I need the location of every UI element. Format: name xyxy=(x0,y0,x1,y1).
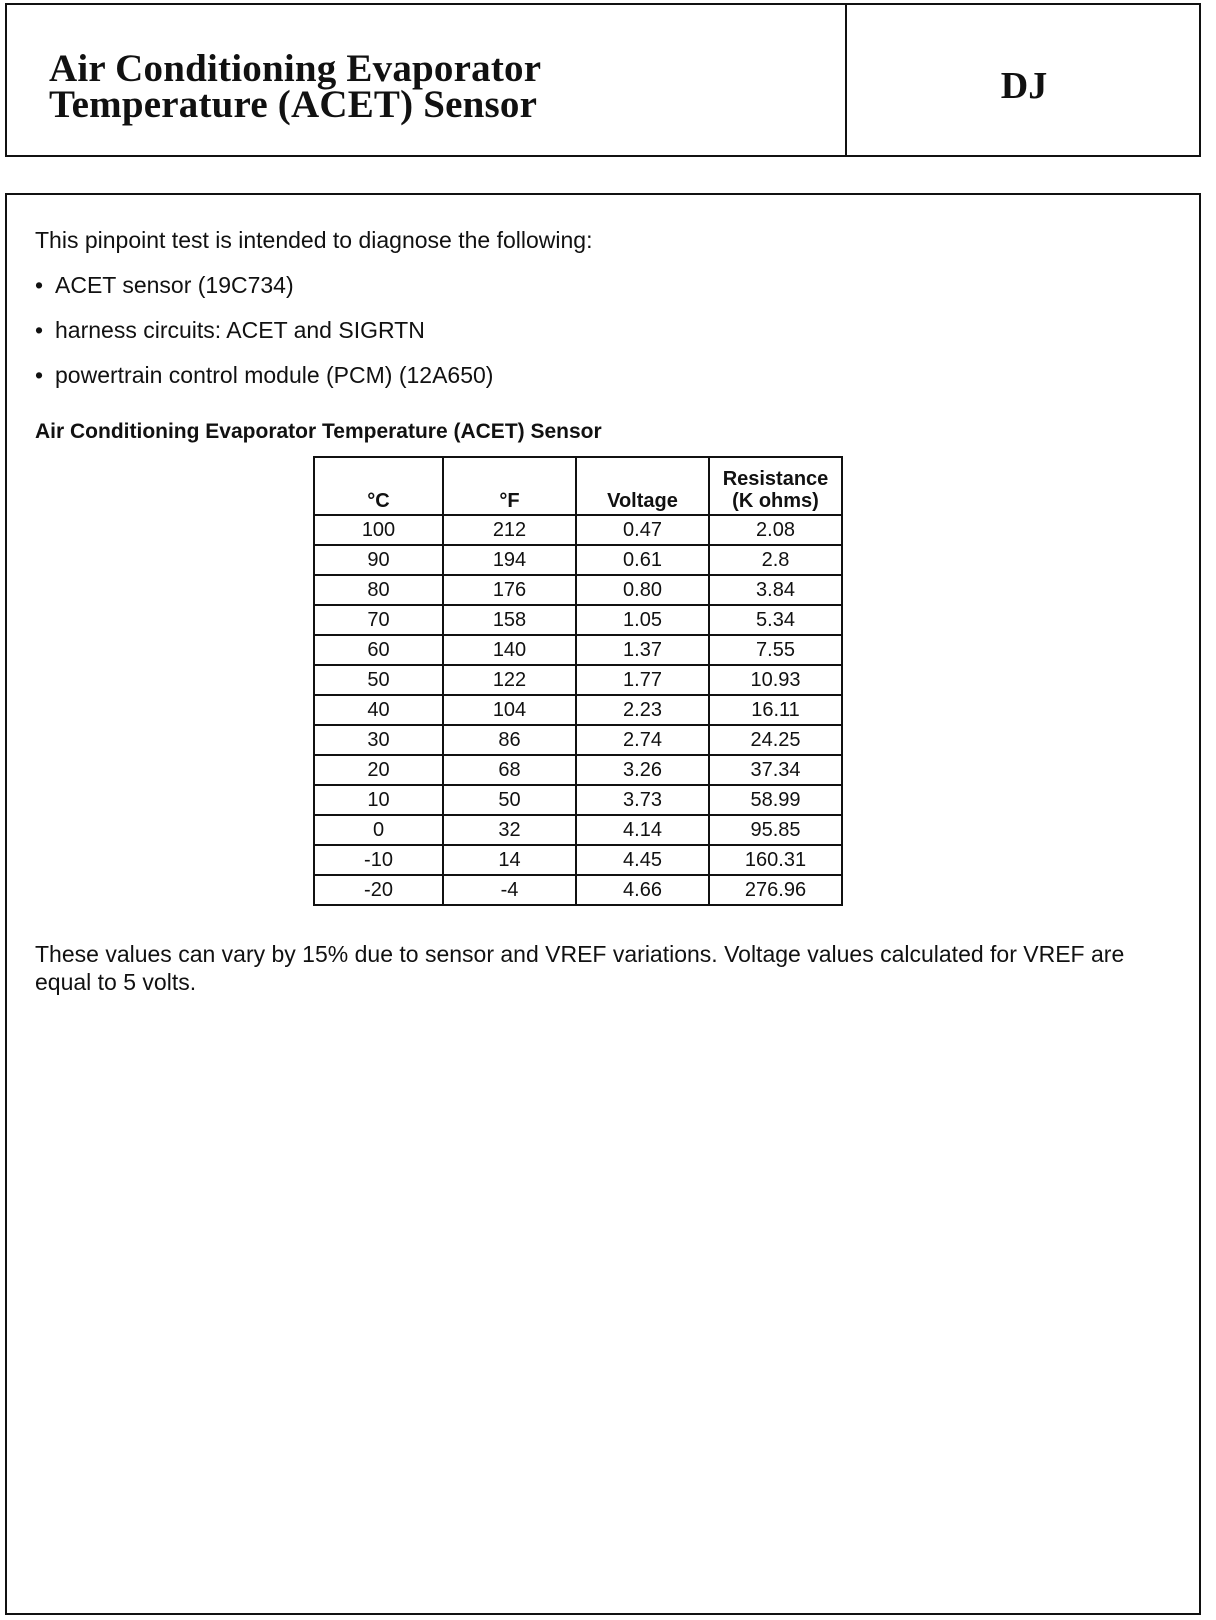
cell-celsius: 50 xyxy=(314,665,443,695)
bullet-item xyxy=(35,274,294,297)
cell-celsius: 0 xyxy=(314,815,443,845)
table-row xyxy=(314,665,842,695)
cell-resistance: 24.25 xyxy=(709,725,842,755)
table-row xyxy=(314,545,842,575)
page-header xyxy=(5,3,1201,157)
cell-voltage: 0.61 xyxy=(576,545,709,575)
cell-voltage: 2.23 xyxy=(576,695,709,725)
cell-voltage: 0.80 xyxy=(576,575,709,605)
cell-voltage: 0.47 xyxy=(576,515,709,545)
bullet-dot-icon: • xyxy=(35,362,44,388)
cell-voltage: 2.74 xyxy=(576,725,709,755)
cell-celsius: 70 xyxy=(314,605,443,635)
table-row xyxy=(314,725,842,755)
table-row xyxy=(314,635,842,665)
bullet-item xyxy=(35,364,493,387)
resistance-header-line-2: (K ohms) xyxy=(732,490,819,512)
cell-fahrenheit: 50 xyxy=(443,785,576,815)
sensor-table xyxy=(313,456,843,906)
cell-celsius: 40 xyxy=(314,695,443,725)
cell-resistance: 16.11 xyxy=(709,695,842,725)
bullet-item xyxy=(35,319,425,342)
cell-voltage: 4.66 xyxy=(576,875,709,905)
cell-voltage: 1.05 xyxy=(576,605,709,635)
table-caption: Air Conditioning Evaporator Temperature (ACET) Sensor xyxy=(35,420,602,443)
table-row xyxy=(314,515,842,545)
cell-celsius: -20 xyxy=(314,875,443,905)
cell-celsius: 10 xyxy=(314,785,443,815)
page-title-line-2: Temperature (ACET) Sensor xyxy=(49,83,538,126)
cell-fahrenheit: 122 xyxy=(443,665,576,695)
cell-celsius: 60 xyxy=(314,635,443,665)
cell-celsius: 90 xyxy=(314,545,443,575)
cell-resistance: 58.99 xyxy=(709,785,842,815)
cell-resistance: 7.55 xyxy=(709,635,842,665)
table-header-row xyxy=(314,457,842,515)
intro-text: This pinpoint test is intended to diagnose the following: xyxy=(35,227,593,253)
cell-fahrenheit: 68 xyxy=(443,755,576,785)
cell-fahrenheit: -4 xyxy=(443,875,576,905)
table-body xyxy=(314,515,842,905)
table-row xyxy=(314,695,842,725)
cell-fahrenheit: 86 xyxy=(443,725,576,755)
table-row xyxy=(314,575,842,605)
bullet-dot-icon: • xyxy=(35,272,44,298)
column-header-voltage: Voltage xyxy=(576,457,709,515)
cell-celsius: 20 xyxy=(314,755,443,785)
content-panel xyxy=(5,193,1201,1615)
table-row xyxy=(314,875,842,905)
cell-fahrenheit: 104 xyxy=(443,695,576,725)
column-header-fahrenheit: °F xyxy=(443,457,576,515)
bullet-dot-icon: • xyxy=(35,317,44,343)
cell-voltage: 1.37 xyxy=(576,635,709,665)
cell-celsius: 30 xyxy=(314,725,443,755)
cell-resistance: 37.34 xyxy=(709,755,842,785)
cell-resistance: 2.8 xyxy=(709,545,842,575)
bullet-text: powertrain control module (PCM) (12A650) xyxy=(55,362,494,388)
table-row xyxy=(314,815,842,845)
cell-resistance: 10.93 xyxy=(709,665,842,695)
table-row xyxy=(314,605,842,635)
bullet-text: ACET sensor (19C734) xyxy=(55,272,294,298)
cell-voltage: 3.73 xyxy=(576,785,709,815)
cell-resistance: 3.84 xyxy=(709,575,842,605)
table-row xyxy=(314,845,842,875)
cell-fahrenheit: 14 xyxy=(443,845,576,875)
cell-resistance: 5.34 xyxy=(709,605,842,635)
cell-fahrenheit: 212 xyxy=(443,515,576,545)
cell-fahrenheit: 176 xyxy=(443,575,576,605)
footnote-text: These values can vary by 15% due to sensor and VREF variations. Voltage values calculated for VREF are equal to 5 volts. xyxy=(35,941,1125,995)
cell-voltage: 1.77 xyxy=(576,665,709,695)
section-code: DJ xyxy=(1000,65,1048,107)
column-header-celsius: °C xyxy=(314,457,443,515)
table-row xyxy=(314,785,842,815)
cell-fahrenheit: 194 xyxy=(443,545,576,575)
cell-resistance: 2.08 xyxy=(709,515,842,545)
resistance-header-line-1: Resistance xyxy=(722,468,829,490)
cell-celsius: 80 xyxy=(314,575,443,605)
column-header-resistance xyxy=(709,457,842,515)
cell-voltage: 3.26 xyxy=(576,755,709,785)
cell-voltage: 4.14 xyxy=(576,815,709,845)
cell-resistance: 276.96 xyxy=(709,875,842,905)
page-title-line-1: Air Conditioning Evaporator xyxy=(49,47,542,90)
table-row xyxy=(314,755,842,785)
cell-fahrenheit: 140 xyxy=(443,635,576,665)
cell-fahrenheit: 32 xyxy=(443,815,576,845)
cell-resistance: 160.31 xyxy=(709,845,842,875)
cell-resistance: 95.85 xyxy=(709,815,842,845)
cell-voltage: 4.45 xyxy=(576,845,709,875)
bullet-text: harness circuits: ACET and SIGRTN xyxy=(55,317,425,343)
cell-fahrenheit: 158 xyxy=(443,605,576,635)
cell-celsius: -10 xyxy=(314,845,443,875)
cell-celsius: 100 xyxy=(314,515,443,545)
